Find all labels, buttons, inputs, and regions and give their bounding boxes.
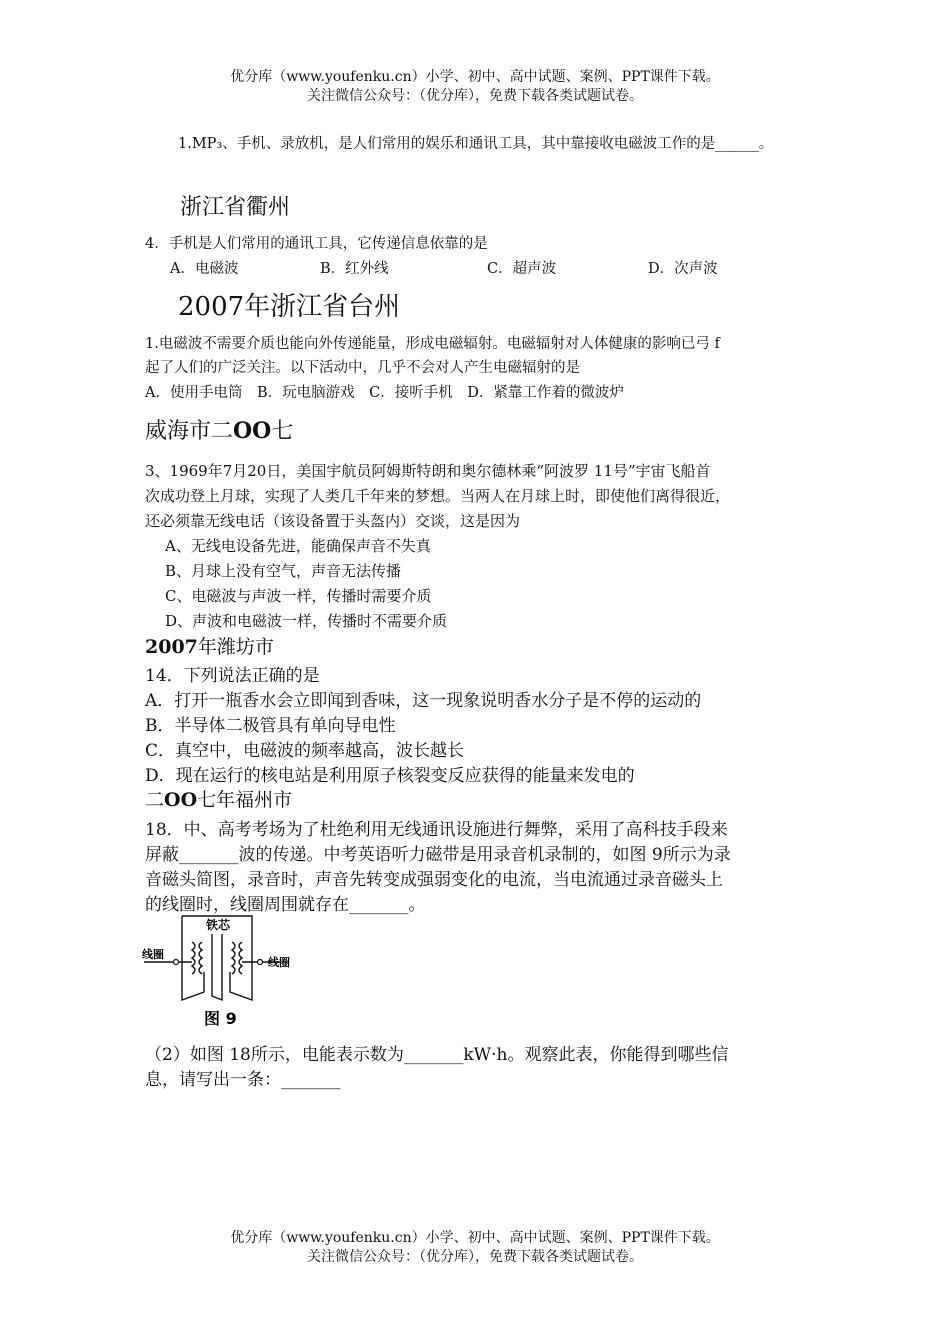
question-fuzhou-line-4: 的线圈时，线圈周围就存在_______。 xyxy=(145,895,426,915)
option-b: B．红外线 xyxy=(320,261,389,277)
label-iron-core: 铁芯 xyxy=(206,918,231,932)
recording-head-diagram xyxy=(140,912,310,1032)
title-part: OO xyxy=(164,789,198,811)
option-d: D．次声波 xyxy=(648,261,718,277)
title-part: 七 xyxy=(271,419,294,444)
option-b: B、月球上没有空气，声音无法传播 xyxy=(165,562,402,580)
question-taizhou-options: A．使用手电筒 B．玩电脑游戏 C．接听手机 D．紧靠工作着的微波炉 xyxy=(145,385,624,401)
figure-caption: 图 9 xyxy=(204,1009,237,1028)
title-part: 年潍坊市 xyxy=(197,636,274,658)
question-weihai-line-1: 3、1969年7月20日，美国宇航员阿姆斯特朗和奥尔德林乘“阿波罗 11号”宇宙飞船首 xyxy=(145,462,711,480)
title-part: 二 xyxy=(145,789,165,811)
title-part: 2007 xyxy=(145,636,198,658)
header-line-1: 优分库（www.youfenku.cn）小学、初中、高中试题、案例、PPT课件下载。 xyxy=(230,69,720,85)
core-gap xyxy=(212,934,222,1000)
question-meter-line-1: （2）如图 18所示，电能表示数为_______kW·h。观察此表，你能得到哪些信 xyxy=(145,1045,729,1065)
section-title-quzhou: 浙江省衢州 xyxy=(180,195,291,220)
question-fuzhou-line-3: 音磁头简图，录音时，声音先转变成强弱变化的电流，当电流通过录音磁头上 xyxy=(145,870,723,890)
title-part: 七年福州市 xyxy=(197,789,293,811)
question-weihai-line-2: 次成功登上月球，实现了人类几千年来的梦想。当两人在月球上时，即使他们离得很近， xyxy=(145,487,731,505)
coil-left xyxy=(192,942,195,974)
question-quzhou: 4．手机是人们常用的通讯工具，它传递信息依靠的是 xyxy=(145,236,488,252)
option-a: A．电磁波 xyxy=(170,261,239,277)
question-weifang: 14．下列说法正确的是 xyxy=(145,666,320,686)
option-c: C、电磁波与声波一样，传播时需要介质 xyxy=(165,587,432,605)
title-part: 威海市二 xyxy=(145,419,234,444)
question-taizhou-line-2: 起了人们的广泛关注。以下活动中，几乎不会对人产生电磁辐射的是 xyxy=(145,360,580,376)
title-part: OO xyxy=(233,418,272,444)
coil-right-back xyxy=(239,942,242,974)
option-c: C．真空中，电磁波的频率越高，波长越长 xyxy=(145,741,465,761)
question-weihai-line-3: 还必须靠无线电话（该设备置于头盔内）交谈，这是因为 xyxy=(145,512,521,530)
label-coil-right: 线圈 xyxy=(268,956,290,969)
figure-recording-head xyxy=(140,912,310,1032)
section-title-weihai xyxy=(145,414,293,445)
label-coil-left: 线圈 xyxy=(142,948,164,961)
terminal-right xyxy=(258,960,263,965)
option-a: A、无线电设备先进，能确保声音不失真 xyxy=(165,537,431,555)
option-a: A．打开一瓶香水会立即闻到香味，这一现象说明香水分子是不停的运动的 xyxy=(145,691,702,711)
coil-left-back xyxy=(199,942,202,974)
question-meter-line-2: 息，请写出一条：_______ xyxy=(145,1070,341,1090)
section-title-taizhou: 2007年浙江省台州 xyxy=(178,292,401,322)
header-line-2: 关注微信公众号：（优分库），免费下载各类试题试卷。 xyxy=(307,88,643,104)
terminal-left xyxy=(174,960,179,965)
coil-right xyxy=(232,942,235,974)
question-mp3: 1.MP₃、手机、录放机，是人们常用的娱乐和通讯工具，其中靠接收电磁波工作的是______。 xyxy=(178,136,774,152)
question-fuzhou-line-1: 18．中、高考考场为了杜绝利用无线通讯设施进行舞弊，采用了高科技手段来 xyxy=(145,820,728,840)
option-b: B．半导体二极管具有单向导电性 xyxy=(145,716,396,736)
question-taizhou-line-1: 1.电磁波不需要介质也能向外传递能量，形成电磁辐射。电磁辐射对人体健康的影响已弓 f xyxy=(145,336,720,352)
question-fuzhou-line-2: 屏蔽_______波的传递。中考英语听力磁带是用录音机录制的，如图 9所示为录 xyxy=(145,845,731,865)
footer-line-1: 优分库（www.youfenku.cn）小学、初中、高中试题、案例、PPT课件下载。 xyxy=(230,1230,720,1246)
option-c: C．超声波 xyxy=(487,261,557,277)
section-title-weifang xyxy=(145,632,274,659)
option-d: D．现在运行的核电站是利用原子核裂变反应获得的能量来发电的 xyxy=(145,766,635,786)
section-title-fuzhou xyxy=(145,785,292,812)
footer-line-2: 关注微信公众号：（优分库），免费下载各类试题试卷。 xyxy=(307,1249,643,1265)
option-d: D、声波和电磁波一样，传播时不需要介质 xyxy=(165,612,448,630)
